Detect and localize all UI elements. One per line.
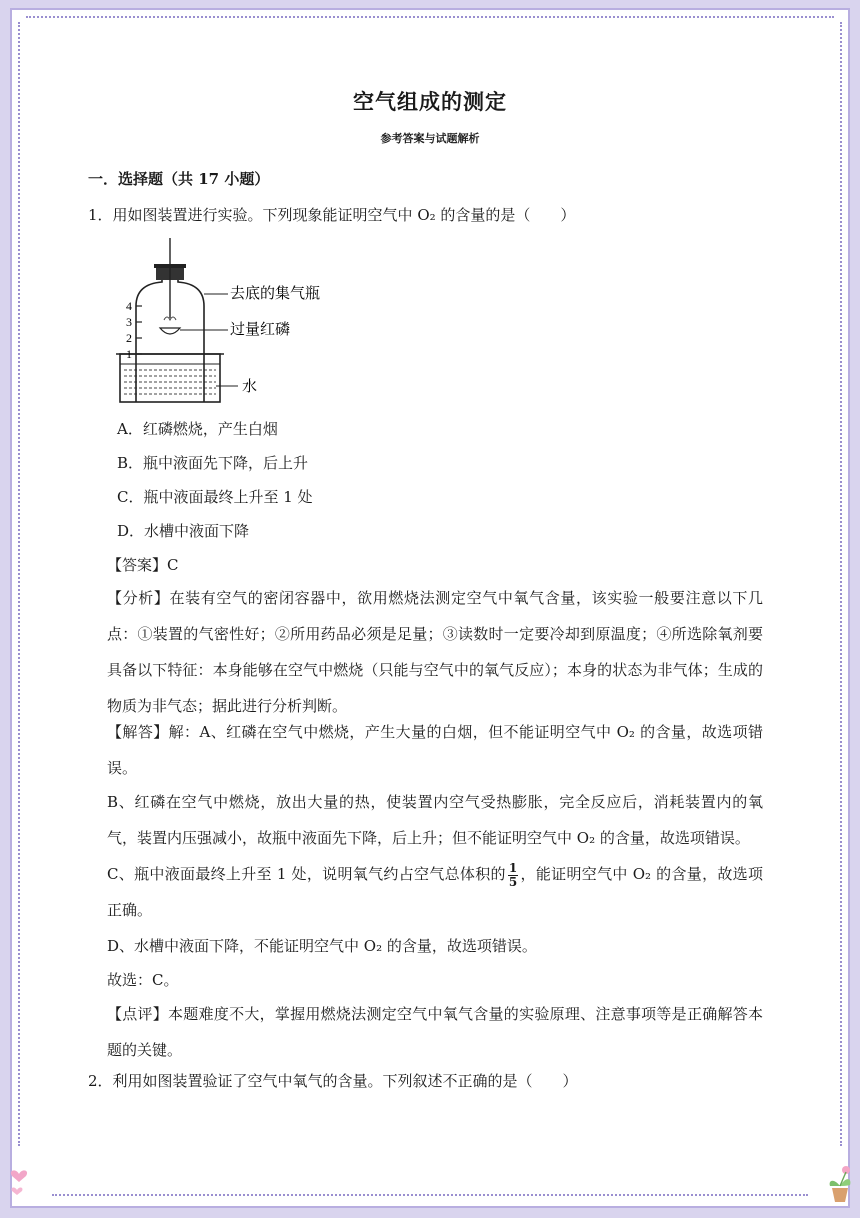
scale-mark-1: 1 bbox=[126, 347, 132, 361]
label-water: 水 bbox=[242, 377, 258, 395]
label-phosphorus: 过量红磷 bbox=[230, 320, 291, 338]
heart-decoration-icon bbox=[6, 1164, 32, 1204]
solution-d: D、水槽中液面下降，不能证明空气中 O₂ 的含量，故选项错误。 bbox=[107, 937, 537, 955]
border-dots-bottom bbox=[52, 1194, 808, 1196]
section-heading: 一．选择题（共 17 小题） bbox=[88, 170, 270, 188]
comment-paragraph: 【点评】本题难度不大，掌握用燃烧法测定空气中氧气含量的实验原理、注意事项等是正确解答本题的关键。 bbox=[107, 1005, 763, 1059]
solution-a: 【解答】解：A、红磷在空气中燃烧，产生大量的白烟，但不能证明空气中 O₂ 的含量，故选项错误。 bbox=[107, 723, 763, 777]
border-dots-left bbox=[18, 22, 20, 1146]
apparatus-figure bbox=[112, 236, 342, 410]
answer-line: 【答案】C bbox=[107, 556, 179, 574]
potted-plant-icon bbox=[824, 1162, 856, 1206]
analysis-paragraph: 【分析】在装有空气的密闭容器中，欲用燃烧法测定空气中氧气含量，该实验一般要注意以下几点：①装置的气密性好；②所用药品必须是足量；③读数时一定要冷却到原温度；④所选除氧剂要具备以下特征：本身能够在空气中燃烧（只能与空气中的氧气反应）；本身的状态为非气体；生成的物质为非气态；据此进行分析判断。 bbox=[107, 589, 763, 715]
page-subtitle: 参考答案与试题解析 bbox=[380, 132, 480, 145]
option-b: B．瓶中液面先下降，后上升 bbox=[117, 454, 309, 472]
label-bottle: 去底的集气瓶 bbox=[230, 284, 321, 302]
scale-mark-2: 2 bbox=[126, 331, 132, 345]
choose-line: 故选：C。 bbox=[107, 971, 179, 989]
option-c: C．瓶中液面最终上升至 1 处 bbox=[117, 488, 313, 506]
scale-mark-4: 4 bbox=[126, 299, 132, 313]
fraction-numerator: 1 bbox=[508, 860, 518, 875]
border-dots-right bbox=[840, 22, 842, 1146]
fraction-one-fifth bbox=[508, 862, 518, 889]
page-title: 空气组成的测定 bbox=[353, 89, 507, 114]
solution-c-after: ，能证明空气中 O₂ 的含量，故选项正确。 bbox=[107, 865, 763, 919]
border-dots-top bbox=[26, 16, 834, 18]
scale-mark-3: 3 bbox=[126, 315, 132, 329]
option-a: A．红磷燃烧，产生白烟 bbox=[117, 420, 278, 438]
combustion-spoon bbox=[160, 328, 180, 334]
fraction-denominator: 5 bbox=[508, 874, 518, 889]
water-trough bbox=[120, 354, 220, 402]
question-2-stem: 2．利用如图装置验证了空气中氧气的含量。下列叙述不正确的是（ ） bbox=[88, 1072, 578, 1090]
solution-b: B、红磷在空气中燃烧，放出大量的热，使装置内空气受热膨胀，完全反应后，消耗装置内的氧气，装置内压强减小，故瓶中液面先下降，后上升；但不能证明空气中 O₂ 的含量，故选项错误。 bbox=[107, 793, 763, 847]
water-hatching bbox=[124, 370, 216, 394]
question-1-stem: 1．用如图装置进行实验。下列现象能证明空气中 O₂ 的含量的是（ ） bbox=[88, 206, 576, 224]
solution-c bbox=[107, 856, 763, 928]
option-d: D．水槽中液面下降 bbox=[117, 522, 250, 540]
solution-c-before: C、瓶中液面最终上升至 1 处，说明氧气约占空气总体积的 bbox=[107, 865, 506, 883]
